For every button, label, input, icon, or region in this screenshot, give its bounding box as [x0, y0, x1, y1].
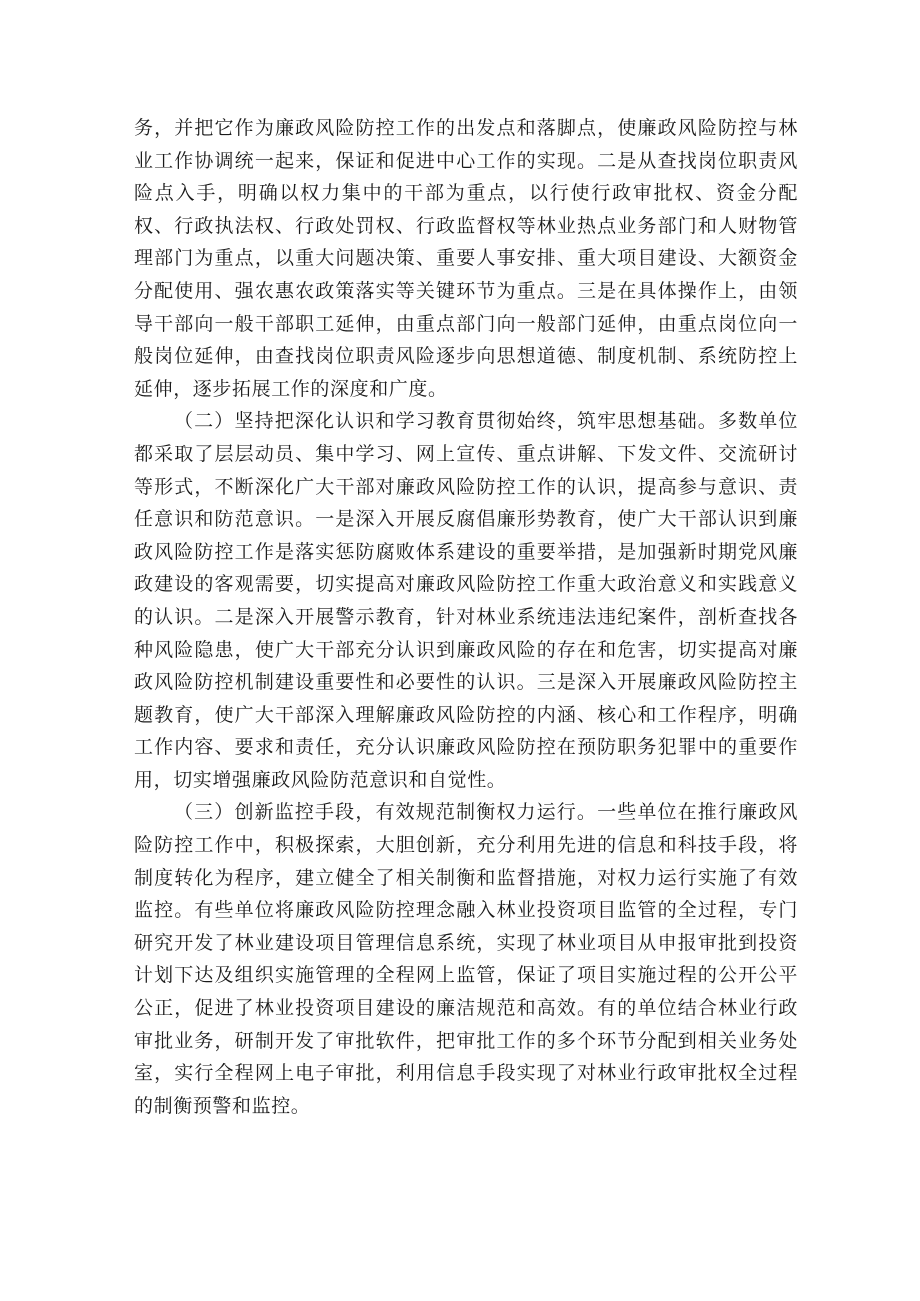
document-body: [134, 112, 798, 1122]
paragraph-section-three: （三）创新监控手段，有效规范制衡权力运行。一些单位在推行廉政风险防控工作中，积极探索，大胆创新，充分利用先进的信息和科技手段，将制度转化为程序，建立健全了相关制衡和监督措施，对权力运行实施了有效监控。有些单位将廉政风险防控理念融入林业投资项目监管的全过程，专门研究开发了林业建设项目管理信息系统，实现了林业项目从申报审批到投资计划下达及组织实施管理的全程网上监管，保证了项目实施过程的公开公平公正，促进了林业投资项目建设的廉洁规范和高效。有的单位结合林业行政审批业务，研制开发了审批软件，把审批工作的多个环节分配到相关业务处室，实行全程网上电子审批，利用信息手段实现了对林业行政审批权全过程的制衡预警和监控。: [134, 801, 798, 1117]
paragraph-section-two: （二）坚持把深化认识和学习教育贯彻始终，筑牢思想基础。多数单位都采取了层层动员、集中学习、网上宣传、重点讲解、下发文件、交流研讨等形式，不断深化广大干部对廉政风险防控工作的认识，提高参与意识、责任意识和防范意识。一是深入开展反腐倡廉形势教育，使广大干部认识到廉政风险防控工作是落实惩防腐败体系建设的重要举措，是加强新时期党风廉政建设的客观需要，切实提高对廉政风险防控工作重大政治意义和实践意义的认识。二是深入开展警示教育，针对林业系统违法违纪案件，剖析查找各种风险隐患，使广大干部充分认识到廉政风险的存在和危害，切实提高对廉政风险防控机制建设重要性和必要性的认识。三是深入开展廉政风险防控主题教育，使广大干部深入理解廉政风险防控的内涵、核心和工作程序，明确工作内容、要求和责任，充分认识廉政风险防控在预防职务犯罪中的重要作用，切实增强廉政风险防范意识和自觉性。: [134, 410, 798, 791]
paragraph-continuation: 务，并把它作为廉政风险防控工作的出发点和落脚点，使廉政风险防控与林业工作协调统一起来，保证和促进中心工作的实现。二是从查找岗位职责风险点入手，明确以权力集中的干部为重点，以行使行政审批权、资金分配权、行政执法权、行政处罚权、行政监督权等林业热点业务部门和人财物管理部门为重点，以重大问题决策、重要人事安排、重大项目建设、大额资金分配使用、强农惠农政策落实等关键环节为重点。三是在具体操作上，由领导干部向一般干部职工延伸，由重点部门向一般部门延伸，由重点岗位向一般岗位延伸，由查找岗位职责风险逐步向思想道德、制度机制、系统防控上延伸，逐步拓展工作的深度和广度。: [134, 117, 798, 400]
